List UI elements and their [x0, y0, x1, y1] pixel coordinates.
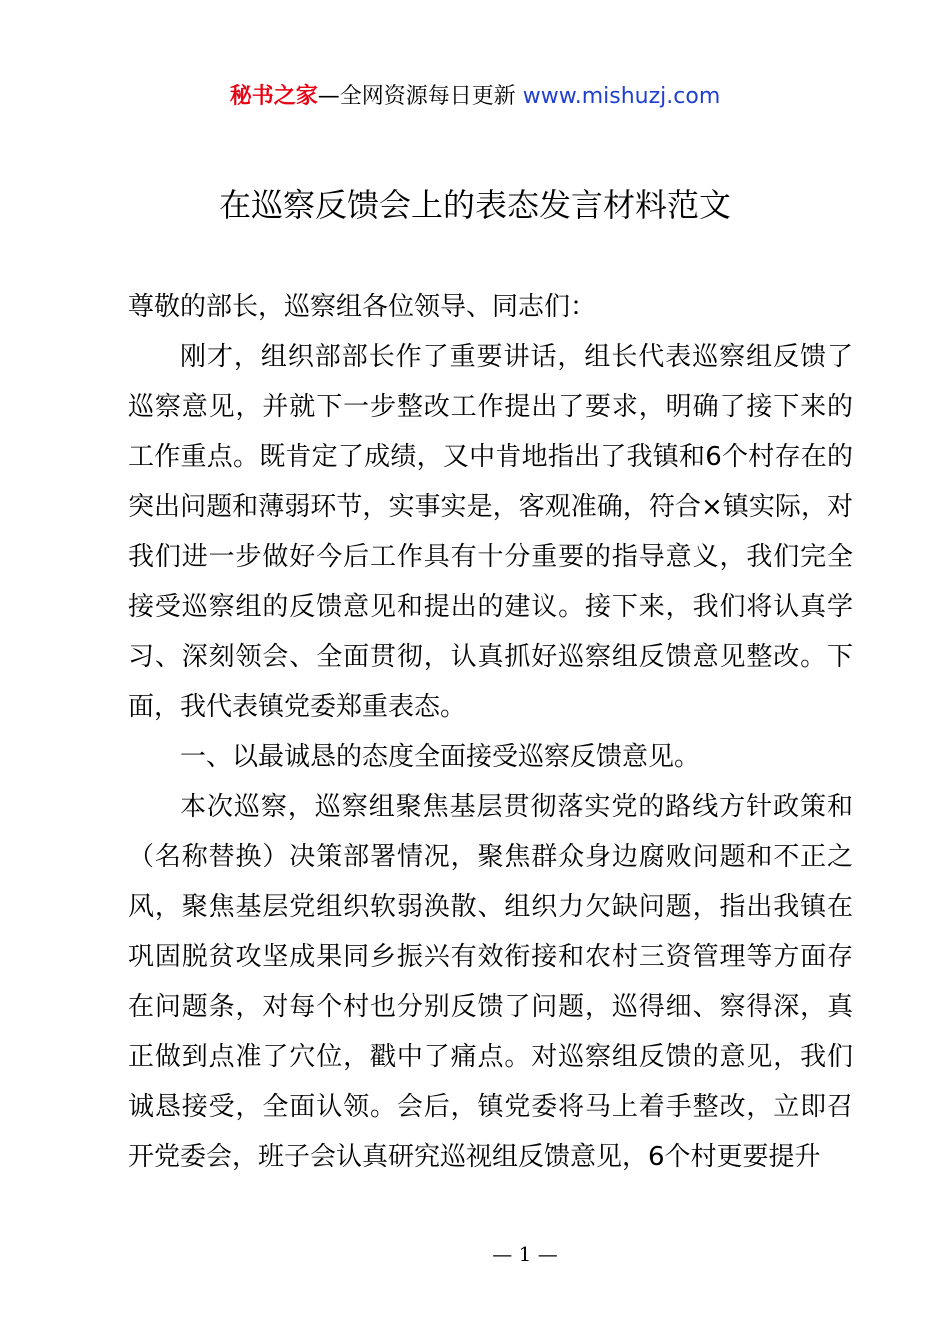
- site-brand: 秘书之家: [229, 84, 318, 109]
- paragraph-intro: 刚才，组织部部长作了重要讲话，组长代表巡察组反馈了巡察意见，并就下一步整改工作提出了要求，明确了接下来的工作重点。既肯定了成绩，又中肯地指出了我镇和6个村存在的突出问题和薄弱环节，实事实是，客观准确，符合×镇实际，对我们进一步做好今后工作具有十分重要的指导意义，我们完全接受巡察组的反馈意见和提出的建议。接下来，我们将认真学习、深刻领会、全面贯彻，认真抓好巡察组反馈意见整改。下面，我代表镇党委郑重表态。: [128, 342, 853, 722]
- section-heading-1: 一、以最诚恳的态度全面接受巡察反馈意见。: [180, 742, 701, 772]
- document-title: 在巡察反馈会上的表态发言材料范文: [218, 186, 731, 224]
- site-tagline: —全网资源每日更新: [317, 84, 523, 109]
- page-number: — 1 —: [492, 1242, 558, 1266]
- document-body: [128, 282, 853, 1182]
- salutation: 尊敬的部长，巡察组各位领导、同志们：: [128, 292, 597, 322]
- site-url-link[interactable]: www.mishuzj.com: [522, 84, 721, 109]
- paragraph-section-1: 本次巡察，巡察组聚焦基层贯彻落实党的路线方针政策和（名称替换）决策部署情况，聚焦群众身边腐败问题和不正之风，聚焦基层党组织软弱涣散、组织力欠缺问题，指出我镇在巩固脱贫攻坚成果同乡振兴有效衔接和农村三资管理等方面存在问题条，对每个村也分别反馈了问题，巡得细、察得深，真正做到点准了穴位，戳中了痛点。对巡察组反馈的意见，我们诚恳接受，全面认领。会后，镇党委将马上着手整改，立即召开党委会，班子会认真研究巡视组反馈意见，6个村更要提升: [128, 792, 853, 1172]
- site-header: [0, 82, 950, 112]
